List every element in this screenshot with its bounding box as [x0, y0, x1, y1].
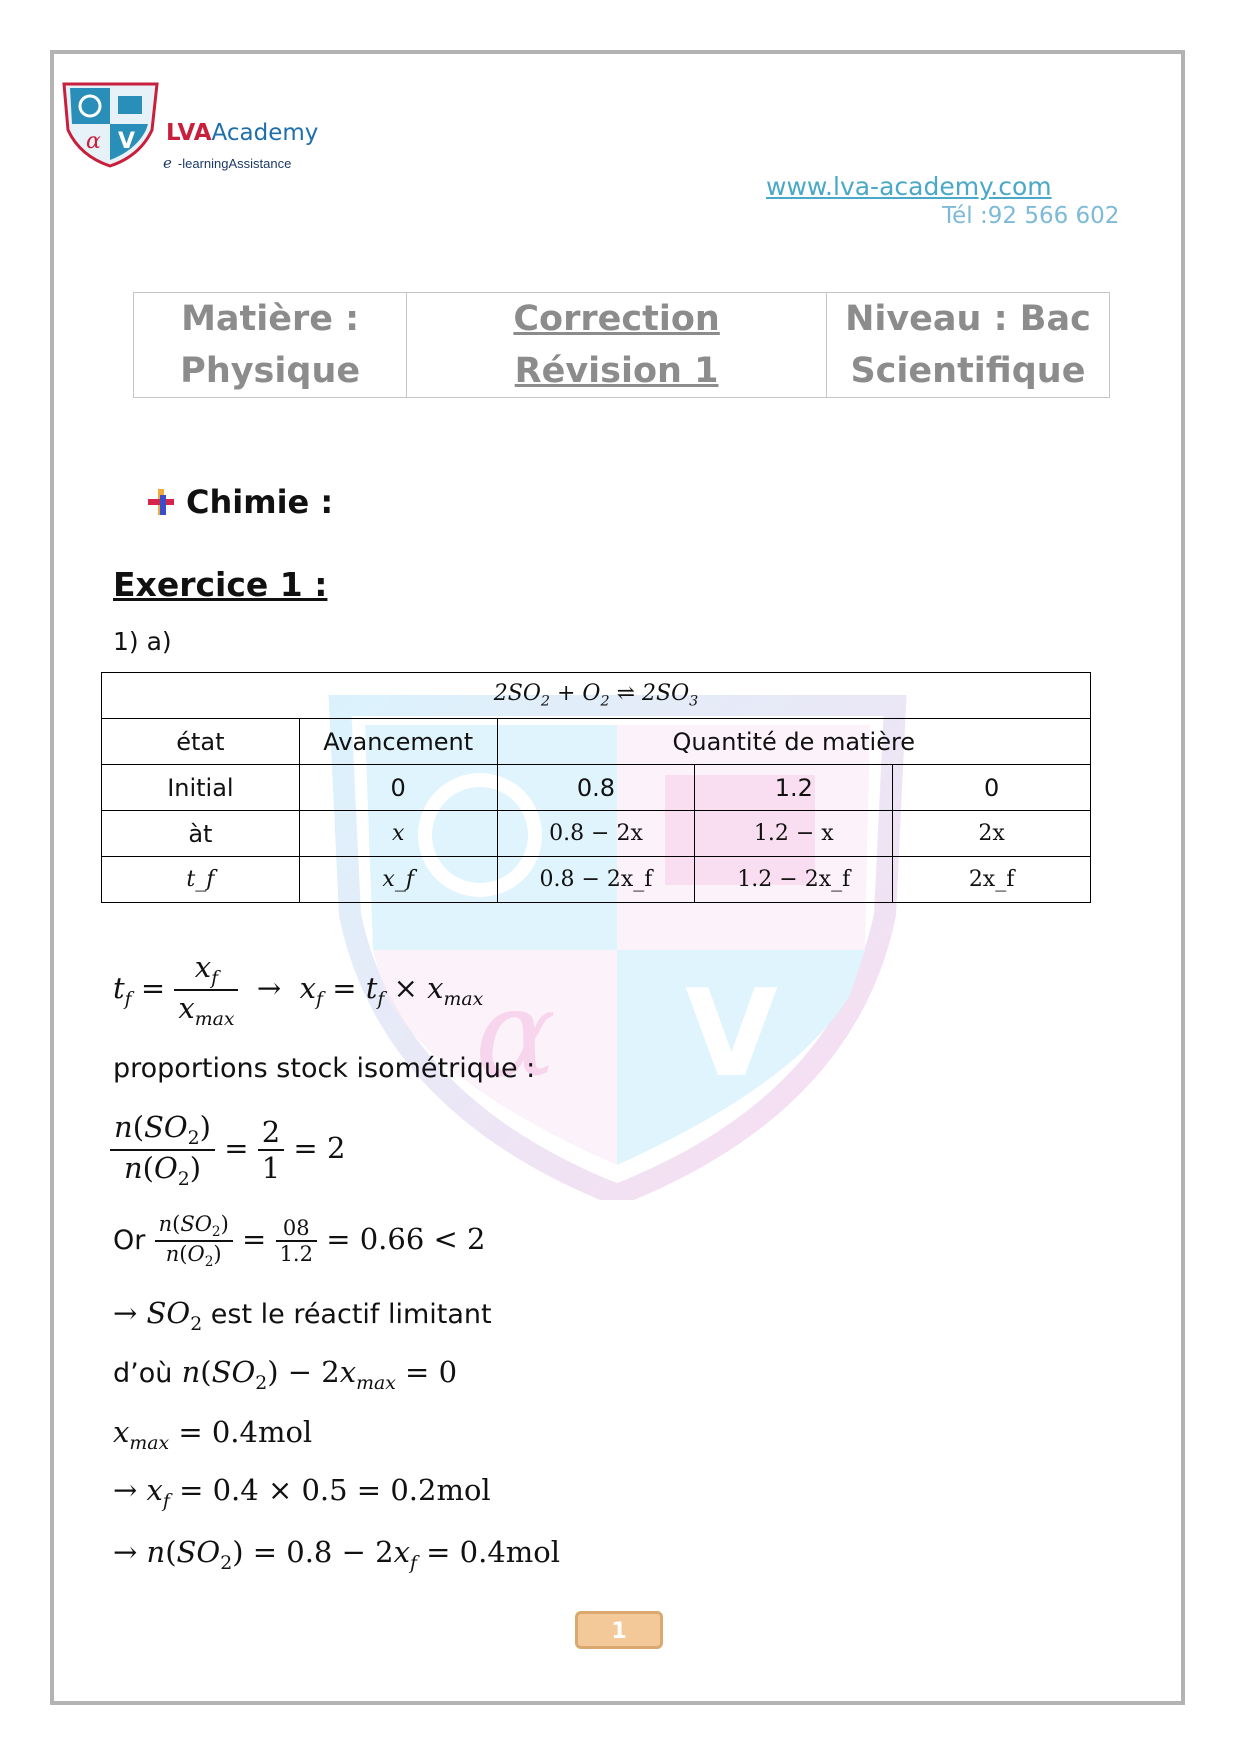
header-etat: état [102, 719, 300, 765]
phone-number: Tél :92 566 602 [942, 203, 1120, 229]
proportions-line: proportions stock isométrique : [113, 1053, 536, 1084]
svg-text:V: V [685, 965, 778, 1104]
table-row: àt x 0.8 − 2x 1.2 − x 2x [102, 811, 1091, 857]
exercise-title: Exercice 1 : [113, 565, 328, 604]
page-number: 1 [575, 1611, 663, 1649]
header-avancement: Avancement [299, 719, 497, 765]
level-cell: Niveau : Bac Scientifique [826, 293, 1109, 398]
brand-name: LVAAcademy [166, 120, 319, 146]
lva-academy-logo [58, 80, 163, 168]
formula-tf: $t_f$ = $\frac{x_f}{x_{max}}$ → $x_f = t_f \times x_{max}$ [113, 950, 484, 1030]
subject-cell: Matière : Physique [134, 293, 407, 398]
document-title-cell: Correction Révision 1 [407, 293, 827, 398]
ratio-stoichiometric: $\frac{n(SO_2)}{n(O_2)}$ = $\frac{2}{1}$ = 2 [110, 1110, 345, 1190]
document-title-box [133, 292, 1110, 398]
header-quantite: Quantité de matière [497, 719, 1090, 765]
question-label: 1) a) [113, 627, 172, 656]
section-heading: Chimie : [148, 483, 333, 521]
svg-text:α: α [475, 965, 557, 1104]
website-link[interactable]: www.lva-academy.com [766, 172, 1052, 201]
reaction-equation: $2SO_2 + O_2$ ⇌ $2SO_3$ [102, 673, 1091, 719]
table-row: t_f x_f 0.8 − 2x_f 1.2 − 2x_f 2x_f [102, 857, 1091, 903]
brand-tagline: e -learningAssistance [163, 154, 292, 172]
reaction-progress-table [101, 672, 1091, 903]
xf-result: → $x_f = 0.4 \times 0.5 = 0.2mol$ [113, 1473, 491, 1512]
plus-bullet-icon [148, 485, 174, 511]
ratio-initial: Or $\frac{n(SO_2)}{n(O_2)}$ = $\frac{08}{1.2}$ = 0.66 < 2 [113, 1212, 486, 1271]
svg-text:V: V [118, 129, 136, 154]
svg-text:α: α [86, 129, 101, 154]
nso2-result: → $n(SO_2) = 0.8 - 2x_f = 0.4mol$ [113, 1535, 561, 1574]
xmax-result: $x_{max} = 0.4mol$ [113, 1415, 313, 1454]
limiting-reagent-line: → $SO_2$ est le réactif limitant [113, 1296, 492, 1335]
table-row: Initial 0 0.8 1.2 0 [102, 765, 1091, 811]
xmax-equation: d’où $n(SO_2) - 2x_{max} = 0$ [113, 1355, 458, 1394]
